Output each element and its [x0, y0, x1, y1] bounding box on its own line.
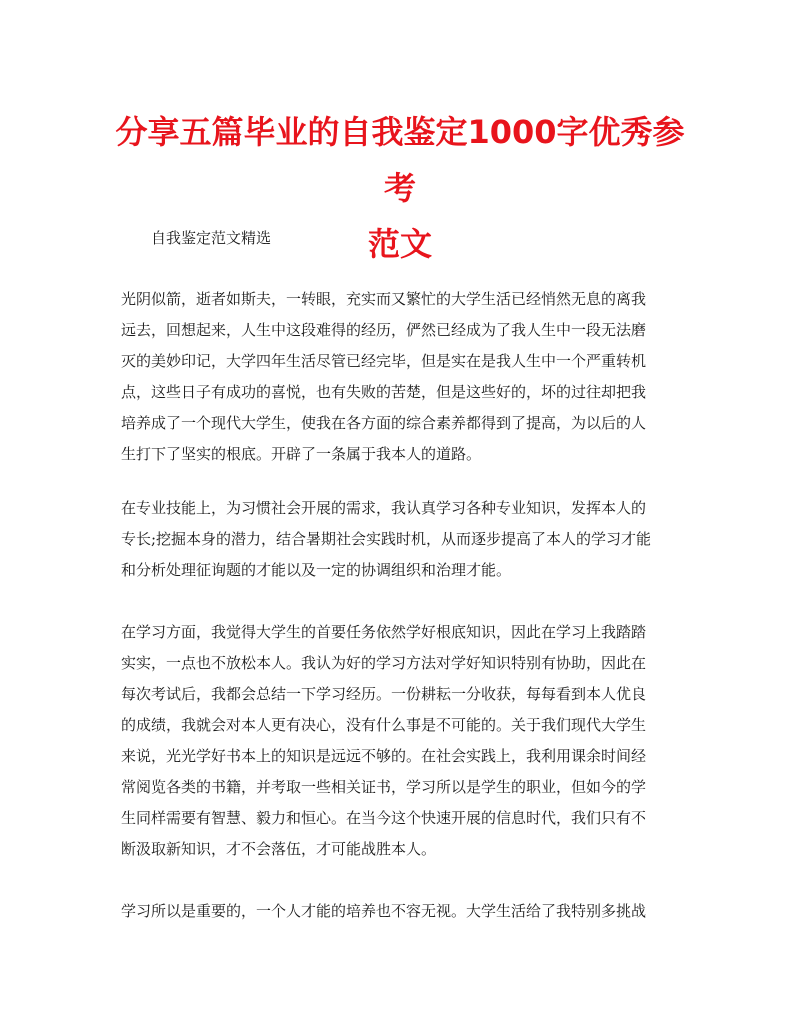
paragraph-line: 点，这些日子有成功的喜悦，也有失败的苦楚，但是这些好的，坏的过往却把我 — [121, 383, 647, 401]
paragraph-1 — [121, 284, 691, 470]
paragraph-line: 每次考试后，我都会总结一下学习经历。一份耕耘一分收获，每每看到本人优良 — [121, 685, 647, 703]
paragraph-line: 远去，回想起来，人生中这段难得的经历，俨然已经成为了我人生中一段无法磨 — [121, 321, 647, 339]
paragraph-line: 在专业技能上，为习惯社会开展的需求，我认真学习各种专业知识，发挥本人的 — [121, 499, 647, 517]
paragraph-line: 常阅览各类的书籍，并考取一些相关证书，学习所以是学生的职业，但如今的学 — [121, 778, 647, 796]
paragraph-line: 生打下了坚实的根底。开辟了一条属于我本人的道路。 — [121, 445, 482, 463]
document-subtitle: 自我鉴定范文精选 — [151, 229, 272, 247]
title-line-2: 范文 — [367, 225, 432, 263]
paragraph-line: 断汲取新知识，才不会落伍，才可能战胜本人。 — [121, 840, 437, 858]
paragraph-line: 在学习方面，我觉得大学生的首要任务依然学好根底知识，因此在学习上我踏踏 — [121, 623, 647, 641]
paragraph-line: 实实，一点也不放松本人。我认为好的学习方法对学好知识特别有协助，因此在 — [121, 654, 647, 672]
paragraph-4 — [121, 896, 691, 927]
paragraph-line: 光阴似箭，逝者如斯夫，一转眼，充实而又繁忙的大学生活已经悄然无息的离我 — [121, 290, 647, 308]
paragraph-line: 生同样需要有智慧、毅力和恒心。在当今这个快速开展的信息时代，我们只有不 — [121, 809, 647, 827]
paragraph-line: 专长;挖掘本身的潜力，结合暑期社会实践时机，从而逐步提高了本人的学习才能 — [121, 530, 652, 548]
paragraph-line: 灭的美妙印记，大学四年生活尽管已经完毕，但是实在是我人生中一个严重转机 — [121, 352, 647, 370]
paragraph-line: 学习所以是重要的，一个人才能的培养也不容无视。大学生活给了我特别多挑战 — [121, 902, 647, 920]
paragraph-2 — [121, 493, 691, 586]
paragraph-line: 来说，光光学好书本上的知识是远远不够的。在社会实践上，我利用课余时间经 — [121, 747, 647, 765]
title-line-1: 分享五篇毕业的自我鉴定1000字优秀参考 — [115, 113, 685, 207]
paragraph-line: 和分析处理征询题的才能以及一定的协调组织和治理才能。 — [121, 561, 512, 579]
paragraph-line: 培养成了一个现代大学生，使我在各方面的综合素养都得到了提高，为以后的人 — [121, 414, 647, 432]
paragraph-line: 的成绩，我就会对本人更有决心，没有什么事是不可能的。关于我们现代大学生 — [121, 716, 647, 734]
paragraph-3 — [121, 617, 691, 865]
